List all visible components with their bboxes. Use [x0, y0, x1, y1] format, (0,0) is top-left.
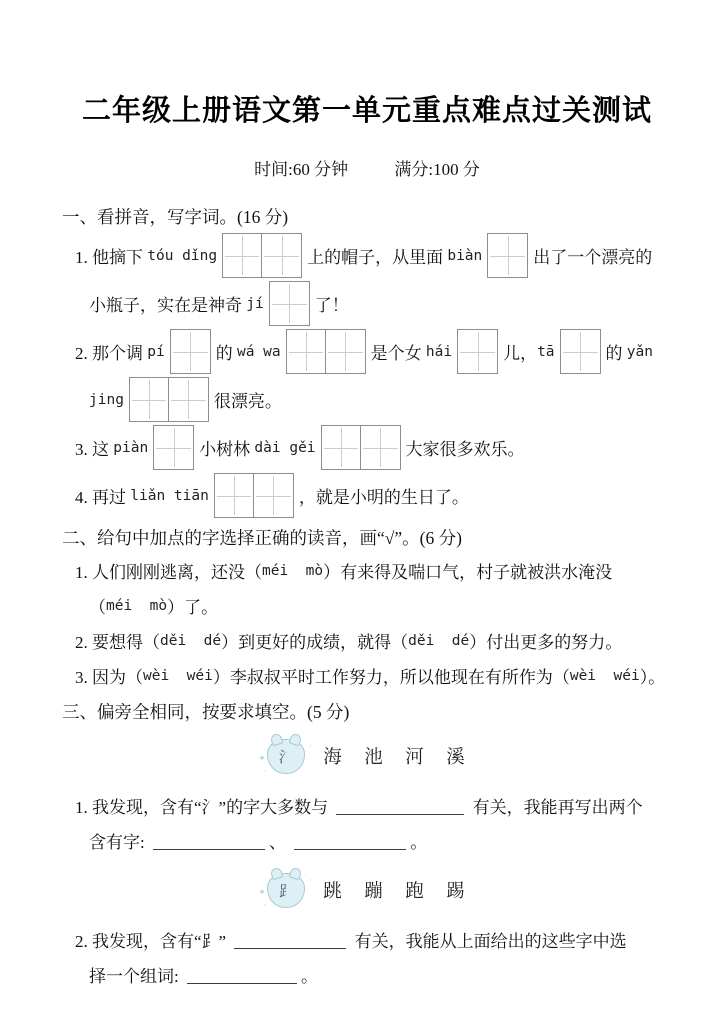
question-line: [62, 376, 672, 423]
text-segment: 1. 人们刚刚逃离，还没（: [75, 563, 262, 582]
pinyin-text: wèi wéi: [143, 667, 213, 684]
grid-cell[interactable]: [458, 330, 497, 373]
blob-icon: 氵: [267, 739, 305, 774]
text-segment: 2. 我发现，含有“⻊”: [75, 932, 231, 951]
answer-blank[interactable]: [234, 930, 346, 949]
section-radical-fill: [62, 699, 672, 992]
grid-cell[interactable]: [361, 426, 400, 469]
writing-grid[interactable]: [214, 473, 294, 518]
grid-cell[interactable]: [326, 330, 365, 373]
text-segment: 3. 因为（: [75, 668, 143, 687]
pinyin-text: tóu dǐng: [147, 247, 218, 264]
answer-blank[interactable]: [294, 831, 406, 850]
text-segment: 是个女: [370, 344, 426, 363]
text-segment: 。: [300, 967, 318, 986]
pinyin-text: hái: [425, 343, 453, 360]
question-line: [62, 788, 672, 823]
question-line: [62, 658, 672, 693]
writing-grid[interactable]: [457, 329, 498, 374]
pinyin-text: pí: [147, 343, 165, 360]
example-characters: 海 池 河 溪: [323, 748, 467, 768]
question-line: [62, 823, 672, 858]
question-line: [62, 424, 672, 471]
text-segment: 的: [605, 344, 627, 363]
question-line: [62, 232, 672, 279]
grid-cell[interactable]: [154, 426, 193, 469]
pinyin-text: yǎn: [626, 343, 653, 360]
pinyin-text: wèi wéi: [569, 667, 640, 684]
pinyin-text: jí: [246, 295, 264, 312]
text-segment: ）。: [639, 668, 666, 687]
water-radical-blob-icon: [258, 739, 313, 776]
grid-cell[interactable]: [561, 330, 600, 373]
text-segment: 小瓶子，实在是神奇: [89, 296, 247, 315]
answer-blank[interactable]: [336, 796, 464, 815]
writing-grid[interactable]: [487, 233, 528, 278]
grid-cell[interactable]: [215, 474, 254, 517]
question-line: [62, 553, 672, 588]
section2-header: 二、给句中加点的字选择正确的读音，画“√”。(6 分): [62, 528, 462, 548]
text-segment: 有关，我能再写出两个: [468, 798, 643, 817]
grid-cell[interactable]: [171, 330, 210, 373]
text-segment: ）了。: [167, 598, 219, 617]
pinyin-text: méi mò: [106, 597, 168, 614]
question-line: [62, 280, 672, 327]
pinyin-text: děi dé: [160, 632, 222, 649]
full-score-label: 满分:100 分: [394, 160, 480, 179]
pinyin-text: liǎn tiān: [130, 487, 209, 504]
question-line: [62, 623, 672, 658]
text-segment: 的: [215, 344, 237, 363]
pinyin-text: biàn: [447, 247, 483, 264]
grid-cell[interactable]: [262, 234, 301, 277]
text-segment: 含有字:: [89, 833, 149, 852]
text-segment: 上的帽子，从里面: [307, 248, 448, 267]
pinyin-text: piàn: [113, 439, 149, 456]
sparkle-icon: ✦: [258, 752, 266, 763]
sparkle-icon: ·: [263, 899, 267, 910]
text-segment: 、: [268, 833, 291, 852]
text-segment: 2. 要想得（: [75, 633, 160, 652]
writing-grid[interactable]: [170, 329, 211, 374]
text-segment: 儿，: [503, 344, 538, 363]
answer-blank[interactable]: [153, 831, 265, 850]
grid-cell[interactable]: [270, 282, 309, 325]
text-segment: ）有来得及喘口气，村子就被洪水淹没: [323, 563, 613, 582]
foot-radical-blob-icon: [258, 873, 313, 910]
sparkle-icon: ✦: [258, 886, 266, 897]
pinyin-text: jing: [89, 391, 124, 408]
text-segment: 大家很多欢乐。: [405, 440, 525, 459]
blob-icon: ⻊: [267, 873, 305, 908]
text-segment: 。: [410, 833, 428, 852]
example-characters: 跳 蹦 跑 踢: [323, 882, 467, 902]
writing-grid[interactable]: [129, 377, 209, 422]
question-line: [62, 328, 672, 375]
answer-blank[interactable]: [187, 965, 297, 984]
text-segment: 小树林: [199, 440, 255, 459]
text-segment: 了！: [314, 296, 349, 315]
grid-cell[interactable]: [223, 234, 262, 277]
pinyin-text: děi dé: [408, 632, 470, 649]
text-segment: ）付出更多的努力。: [469, 633, 623, 652]
text-segment: 很漂亮。: [213, 392, 282, 411]
grid-cell[interactable]: [254, 474, 293, 517]
paper-meta: [62, 155, 672, 180]
text-segment: 3. 这: [75, 440, 114, 459]
grid-cell[interactable]: [322, 426, 361, 469]
section-choose-pronunciation: [62, 525, 672, 693]
writing-grid[interactable]: [321, 425, 401, 470]
question-line: [62, 957, 672, 992]
text-segment: 出了一个漂亮的: [533, 248, 653, 267]
text-segment: ，就是小明的生日了。: [298, 488, 469, 507]
writing-grid[interactable]: [269, 281, 310, 326]
radical-group-water: [62, 728, 672, 784]
section3-header: 三、偏旁全相同，按要求填空。(5 分): [62, 702, 350, 722]
sparkle-icon: ·: [263, 765, 267, 776]
text-segment: 择一个组词:: [89, 967, 183, 986]
pinyin-text: tā: [537, 343, 555, 360]
sparkle-icon: ·: [309, 874, 313, 885]
writing-grid[interactable]: [222, 233, 302, 278]
grid-cell[interactable]: [488, 234, 527, 277]
text-segment: 有关，我能从上面给出的这些字中选: [350, 932, 627, 951]
radical-group-foot: [62, 862, 672, 918]
pinyin-text: dài gěi: [254, 439, 316, 456]
time-limit-label: 时间:60 分钟: [254, 160, 349, 179]
text-segment: 1. 我发现，含有“氵”的字大多数与: [75, 798, 333, 817]
question-line: [62, 472, 672, 519]
question-line: [62, 588, 672, 623]
sparkle-icon: ·: [309, 740, 313, 751]
grid-cell[interactable]: [287, 330, 326, 373]
grid-cell[interactable]: [130, 378, 169, 421]
pinyin-text: méi mò: [262, 562, 324, 579]
writing-grid[interactable]: [286, 329, 366, 374]
page-title: 二年级上册语文第一单元重点难点过关测试: [81, 95, 652, 127]
text-segment: （: [89, 598, 106, 617]
text-segment: 4. 再过: [75, 488, 131, 507]
text-segment: ）到更好的成绩，就得（: [221, 633, 409, 652]
writing-grid[interactable]: [560, 329, 601, 374]
pinyin-text: wá wa: [236, 343, 281, 360]
text-segment: 2. 那个调: [75, 344, 148, 363]
question-line: [62, 922, 672, 957]
text-segment: 1. 他摘下: [75, 248, 148, 267]
writing-grid[interactable]: [153, 425, 194, 470]
text-segment: ）李叔叔平时工作努力，所以他现在有所作为（: [212, 668, 570, 687]
section-pinyin-writing: [62, 204, 672, 519]
grid-cell[interactable]: [169, 378, 208, 421]
section1-header: 一、看拼音，写字词。(16 分): [62, 207, 289, 227]
